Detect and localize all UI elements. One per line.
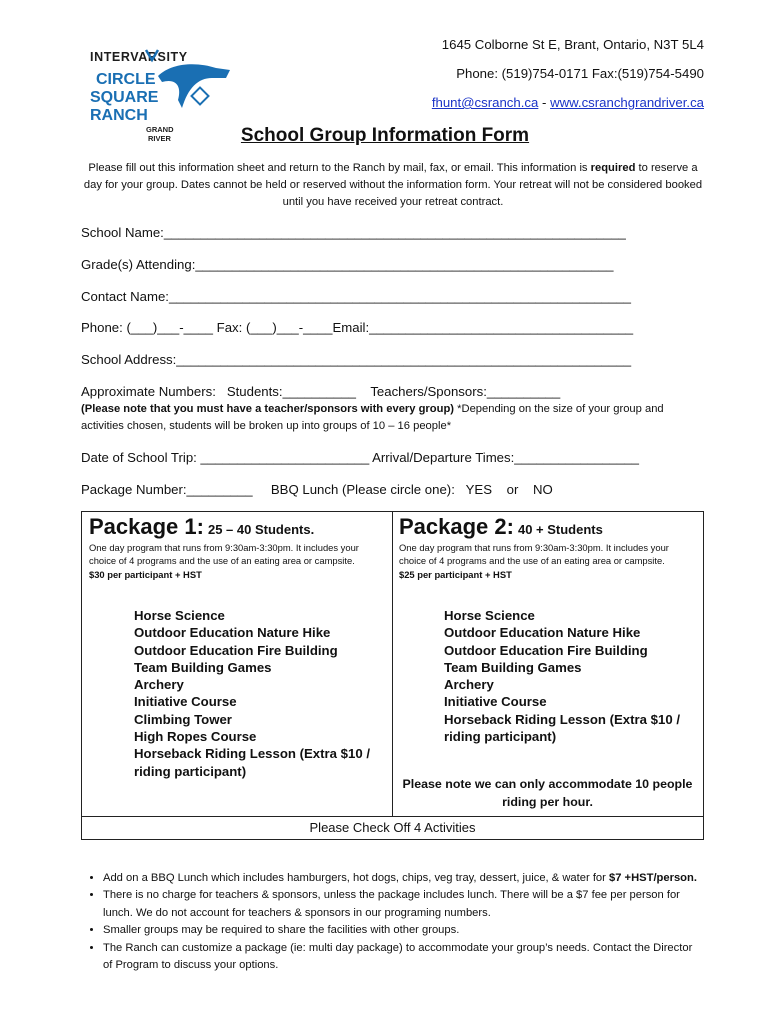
package-1-name: Package 1: xyxy=(89,514,204,539)
package-2-title xyxy=(399,514,603,540)
page-title: School Group Information Form xyxy=(240,125,530,146)
group-note xyxy=(81,401,701,436)
activity-item[interactable]: Horse Science xyxy=(444,608,535,623)
package-2-column xyxy=(392,512,703,817)
activity-item[interactable]: Initiative Course xyxy=(444,694,547,710)
package-1-price: $30 per participant + HST xyxy=(89,568,202,580)
header-address: 1645 Colborne St E, Brant, Ontario, N3T 5L4 xyxy=(441,37,704,52)
school-address-field[interactable]: School Address:______________________________________________________________ xyxy=(81,352,632,367)
package-1-title xyxy=(89,514,314,540)
activity-item[interactable]: Outdoor Education Fire Building xyxy=(444,642,648,658)
phone-fax-email-field[interactable]: Phone: (___)___-____ Fax: (___)___-____Email:____________________________________ xyxy=(81,320,634,335)
group-note-rest: *Depending on the size of your group and activities chosen, students will be broken up into groups of 10 – 16 people* xyxy=(81,403,664,433)
website-link[interactable]: www.csranchgrandriver.ca xyxy=(550,95,704,110)
list-item: • There is no charge for teachers & sponsors, unless the package includes lunch. There will be a $7 fee per person for lunch. We do not account for teachers & sponsors in our programing numbers. xyxy=(103,887,703,922)
contact-separator: - xyxy=(538,95,551,110)
list-item: • Smaller groups may be required to share the facilities with other groups. xyxy=(103,922,703,939)
logo-sub-2: RIVER xyxy=(148,134,171,143)
package-2-activities xyxy=(444,607,699,745)
package-1-desc-text: One day program that runs from 9:30am-3:30pm. It includes your choice of 4 programs and the use of an eating area or campsite. xyxy=(89,542,359,567)
approx-numbers-field[interactable]: Approximate Numbers: Students:__________ Teachers/Sponsors:__________ xyxy=(81,384,561,399)
package-2-riding-note: Please note we can only accommodate 10 people riding per hour. xyxy=(402,777,693,809)
package-2-size: 40 + Students xyxy=(517,522,603,537)
activity-item[interactable]: Outdoor Education Nature Hike xyxy=(134,625,331,641)
activity-item[interactable]: Archery xyxy=(444,677,494,693)
trip-date-field[interactable]: Date of School Trip: _______________________ Arrival/Departure Times:_________________ xyxy=(81,450,639,465)
activity-item[interactable]: Climbing Tower xyxy=(134,711,232,727)
logo-name-2: SQUARE xyxy=(90,89,159,106)
header-contact xyxy=(432,96,704,109)
bbq-text: Add on a BBQ Lunch which includes hamburgers, hot dogs, chips, veg tray, dessert, juice, & water for xyxy=(103,872,609,884)
package-2-description xyxy=(399,541,689,581)
intro-paragraph xyxy=(80,160,706,212)
activity-item[interactable]: Outdoor Education Fire Building xyxy=(134,642,338,658)
logo-diamond-icon xyxy=(192,88,209,105)
package-1-size: 25 – 40 Students. xyxy=(207,522,315,537)
intro-rest: to reserve a day for your group. Dates cannot be held or reserved without the information form. Your retreat will not be considered booked until you have received your retreat contract. xyxy=(83,162,703,209)
group-note-bold: (Please note that you must have a teacher/sponsors with every group) xyxy=(81,403,455,415)
school-name-field[interactable]: School Name:_______________________________________________________________ xyxy=(81,225,626,240)
activity-item[interactable]: Archery xyxy=(134,677,184,693)
package-2-desc-text: One day program that runs from 9:30am-3:30pm. It includes your choice of 4 programs and the use of an eating area or campsite. xyxy=(399,542,669,567)
check-off-instruction: Please Check Off 4 Activities xyxy=(82,816,703,839)
list-item: • The Ranch can customize a package (ie: multi day package) to accommodate your group’s needs. Contact the Director of Program to discuss your options. xyxy=(103,940,703,975)
intro-emphasis: required xyxy=(590,162,636,174)
activity-item[interactable]: Initiative Course xyxy=(134,694,237,710)
package-1-activities xyxy=(134,607,389,780)
activity-item[interactable]: Team Building Games xyxy=(444,659,582,675)
horse-head-icon xyxy=(158,64,230,108)
activity-item[interactable]: Horseback Riding Lesson (Extra $10 / riding participant) xyxy=(444,711,680,745)
packages-table xyxy=(81,511,704,840)
list-item xyxy=(103,870,703,887)
activity-item[interactable]: Team Building Games xyxy=(134,659,272,675)
activity-item[interactable]: Horse Science xyxy=(134,608,225,623)
grades-field[interactable]: Grade(s) Attending:_________________________________________________________ xyxy=(81,257,614,272)
activity-item[interactable]: High Ropes Course xyxy=(134,729,257,745)
notes-list xyxy=(81,870,703,974)
header-phone: Phone: (519)754-0171 Fax:(519)754-5490 xyxy=(456,66,704,81)
package-2-name: Package 2: xyxy=(399,514,514,539)
logo-org-text: INTERVARSITY xyxy=(90,50,188,64)
activity-item[interactable]: Outdoor Education Nature Hike xyxy=(444,625,641,641)
intro-lead: Please fill out this information sheet and return to the Ranch by mail, fax, or email. This information is xyxy=(88,162,591,174)
logo-name-3: RANCH xyxy=(90,107,148,124)
email-link[interactable]: fhunt@csranch.ca xyxy=(431,95,539,110)
package-1-description xyxy=(89,541,379,581)
logo-sub-1: GRAND xyxy=(146,125,174,134)
contact-name-field[interactable]: Contact Name:_______________________________________________________________ xyxy=(81,289,632,304)
package-number-field[interactable]: Package Number:_________ BBQ Lunch (Please circle one): YES or NO xyxy=(81,482,553,497)
bbq-price: $7 +HST/person. xyxy=(608,872,697,884)
activity-item[interactable]: Horseback Riding Lesson (Extra $10 / riding participant) xyxy=(134,746,370,779)
package-1-column xyxy=(82,512,393,817)
package-2-price: $25 per participant + HST xyxy=(399,568,512,580)
logo-name-1: CIRCLE xyxy=(96,71,156,88)
